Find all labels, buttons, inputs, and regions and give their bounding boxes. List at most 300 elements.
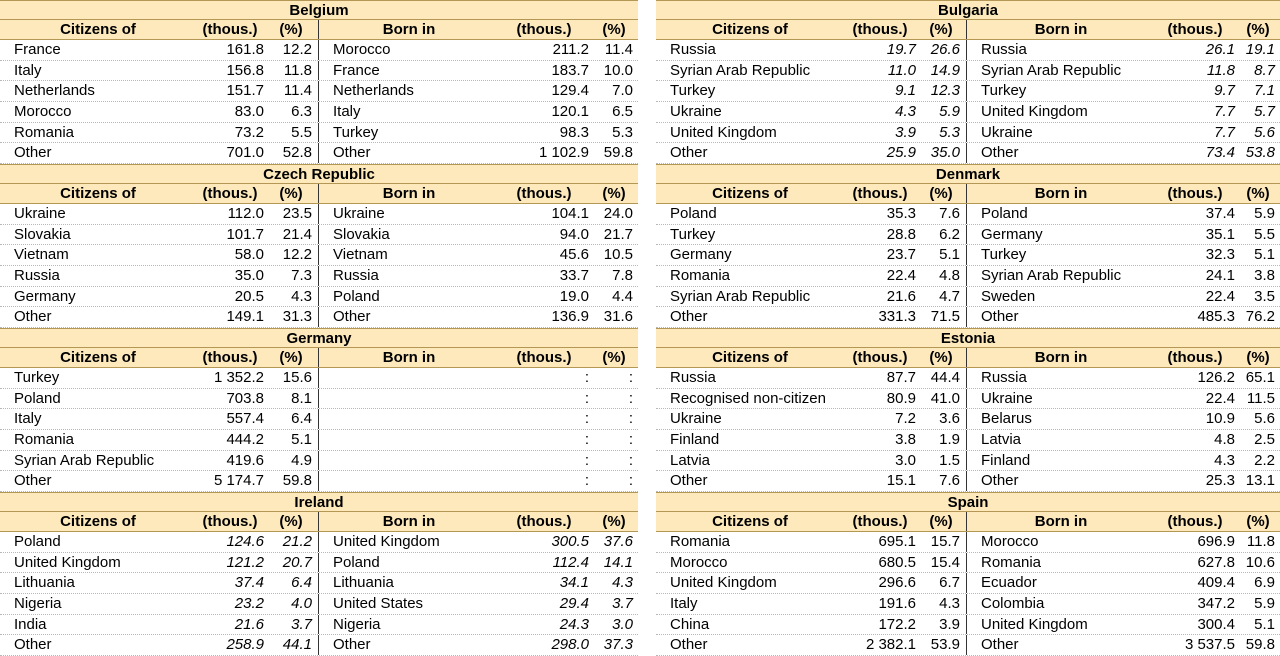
value-thous: 15.1 bbox=[886, 472, 916, 490]
value-thous: 11.8 bbox=[1206, 61, 1235, 79]
value-pct: 7.8 bbox=[612, 266, 633, 284]
header-pct: (%) bbox=[1246, 21, 1270, 38]
value-thous: : bbox=[584, 369, 589, 386]
table-row bbox=[656, 225, 1280, 246]
header-pct: (%) bbox=[1246, 185, 1270, 202]
country-name: Nigeria bbox=[14, 594, 62, 612]
value-pct: 3.8 bbox=[1254, 266, 1275, 284]
country-title: Ireland bbox=[0, 492, 638, 512]
country-name: United Kingdom bbox=[670, 574, 777, 592]
value-thous: 104.1 bbox=[551, 205, 589, 222]
value-pct: 2.2 bbox=[1254, 451, 1275, 469]
value-pct: 5.1 bbox=[939, 246, 960, 264]
country-name: Poland bbox=[670, 205, 717, 222]
value-pct: 41.0 bbox=[930, 389, 960, 407]
table-row bbox=[0, 389, 638, 410]
born-cell-group bbox=[967, 143, 1280, 163]
country-name: Other bbox=[670, 308, 708, 326]
born-cell-group bbox=[319, 40, 639, 60]
born-cell-group bbox=[967, 573, 1280, 593]
value-thous: 331.3 bbox=[878, 308, 916, 326]
header-pct: (%) bbox=[929, 21, 953, 38]
country-name: Romania bbox=[670, 266, 731, 284]
value-thous: 24.3 bbox=[559, 615, 589, 633]
header-thous: (thous.) bbox=[852, 349, 908, 366]
value-pct: 65.1 bbox=[1245, 369, 1275, 386]
header-row bbox=[656, 348, 1280, 368]
country-name: Turkey bbox=[670, 82, 716, 100]
header-row bbox=[0, 20, 638, 40]
value-thous: 33.7 bbox=[559, 266, 589, 284]
table-row bbox=[656, 245, 1280, 266]
table-row bbox=[0, 615, 638, 636]
value-thous: 419.6 bbox=[226, 451, 264, 469]
country-name: Poland bbox=[14, 533, 61, 550]
header-label: Citizens of bbox=[60, 513, 136, 530]
country-name: Finland bbox=[981, 451, 1031, 469]
country-name: Italy bbox=[670, 594, 698, 612]
header-row bbox=[656, 20, 1280, 40]
born-cell-group bbox=[319, 266, 639, 286]
born-cell-group bbox=[319, 287, 639, 307]
citizens-cell-group bbox=[0, 123, 319, 143]
country-block bbox=[0, 492, 638, 656]
citizens-cell-group bbox=[656, 61, 967, 81]
header-label: Born in bbox=[1034, 513, 1088, 530]
country-name: Other bbox=[670, 636, 708, 654]
country-name: Vietnam bbox=[333, 246, 388, 264]
born-cell-group bbox=[319, 451, 639, 471]
header-citizens bbox=[656, 20, 967, 39]
citizens-cell-group bbox=[0, 143, 319, 163]
value-pct: : bbox=[628, 389, 633, 407]
value-pct: 19.1 bbox=[1245, 41, 1275, 58]
value-thous: 126.2 bbox=[1197, 369, 1235, 386]
country-name: Morocco bbox=[333, 41, 391, 58]
header-row bbox=[656, 512, 1280, 532]
header-thous: (thous.) bbox=[1167, 185, 1223, 202]
country-name bbox=[319, 368, 499, 388]
value-pct: 6.4 bbox=[291, 410, 312, 428]
country-name bbox=[319, 430, 499, 450]
citizens-cell-group bbox=[0, 451, 319, 471]
table-row bbox=[656, 81, 1280, 102]
country-name: Poland bbox=[333, 287, 380, 305]
header-row bbox=[0, 184, 638, 204]
country-name: Recognised non-citizen bbox=[670, 389, 826, 407]
country-name: Ecuador bbox=[981, 574, 1037, 592]
citizens-cell-group bbox=[656, 409, 967, 429]
country-name: Syrian Arab Republic bbox=[981, 266, 1122, 284]
country-name: Italy bbox=[14, 61, 42, 79]
citizens-cell-group bbox=[0, 307, 319, 327]
citizens-cell-group bbox=[0, 61, 319, 81]
value-pct: : bbox=[628, 472, 633, 490]
country-name: United Kingdom bbox=[333, 533, 440, 550]
citizens-cell-group bbox=[656, 123, 967, 143]
header-pct: (%) bbox=[1246, 349, 1270, 366]
value-pct: 3.0 bbox=[612, 615, 633, 633]
country-block bbox=[0, 0, 638, 164]
value-thous: 24.1 bbox=[1205, 266, 1235, 284]
country-name: Morocco bbox=[981, 533, 1039, 550]
header-born bbox=[319, 184, 639, 203]
country-name: Other bbox=[333, 308, 371, 326]
value-thous: 22.4 bbox=[1205, 389, 1235, 407]
value-pct: 3.6 bbox=[939, 410, 960, 428]
table-row bbox=[656, 409, 1280, 430]
value-thous: 23.2 bbox=[234, 594, 264, 612]
value-pct: 14.1 bbox=[603, 553, 633, 571]
value-thous: 557.4 bbox=[226, 410, 264, 428]
table-row bbox=[0, 143, 638, 164]
header-pct: (%) bbox=[602, 21, 626, 38]
country-name: Morocco bbox=[670, 553, 728, 571]
table-row bbox=[0, 553, 638, 574]
header-thous: (thous.) bbox=[516, 21, 572, 38]
table-row bbox=[656, 553, 1280, 574]
header-thous: (thous.) bbox=[1167, 513, 1223, 530]
table-row bbox=[0, 102, 638, 123]
value-pct: 5.9 bbox=[1254, 594, 1275, 612]
citizens-cell-group bbox=[0, 81, 319, 101]
born-cell-group bbox=[319, 573, 639, 593]
value-thous: 35.0 bbox=[234, 266, 264, 284]
header-pct: (%) bbox=[929, 513, 953, 530]
value-thous: 2 382.1 bbox=[865, 636, 916, 654]
born-cell-group bbox=[319, 81, 639, 101]
header-label: Born in bbox=[382, 349, 436, 366]
citizens-cell-group bbox=[656, 368, 967, 388]
value-thous: : bbox=[584, 389, 589, 407]
table-row bbox=[656, 430, 1280, 451]
value-thous: 129.4 bbox=[551, 82, 589, 100]
country-name: Other bbox=[14, 308, 52, 326]
country-title: Denmark bbox=[656, 164, 1280, 184]
country-name: Latvia bbox=[981, 430, 1022, 448]
value-thous: 19.0 bbox=[559, 287, 589, 305]
country-name: Lithuania bbox=[333, 574, 394, 592]
value-pct: 21.7 bbox=[603, 225, 633, 243]
country-name: Syrian Arab Republic bbox=[14, 451, 155, 469]
value-pct: : bbox=[628, 430, 633, 448]
value-pct: 5.1 bbox=[1254, 246, 1275, 264]
table-row bbox=[0, 287, 638, 308]
header-thous: (thous.) bbox=[202, 349, 258, 366]
country-title: Estonia bbox=[656, 328, 1280, 348]
country-name: United Kingdom bbox=[981, 615, 1088, 633]
header-pct: (%) bbox=[602, 513, 626, 530]
table-row bbox=[0, 61, 638, 82]
country-name: Russia bbox=[14, 266, 60, 284]
table-row bbox=[656, 266, 1280, 287]
country-name: Ukraine bbox=[981, 389, 1033, 407]
citizens-cell-group bbox=[656, 615, 967, 635]
value-thous: 83.0 bbox=[234, 102, 264, 120]
value-thous: 25.9 bbox=[886, 144, 916, 162]
value-pct: 4.7 bbox=[939, 287, 960, 305]
value-pct: 7.3 bbox=[291, 266, 312, 284]
born-cell-group bbox=[967, 40, 1280, 60]
citizens-cell-group bbox=[0, 204, 319, 224]
country-name: Ukraine bbox=[670, 410, 722, 428]
citizens-cell-group bbox=[656, 143, 967, 163]
born-cell-group bbox=[967, 225, 1280, 245]
citizens-cell-group bbox=[656, 532, 967, 552]
value-thous: 4.8 bbox=[1214, 430, 1235, 448]
table-row bbox=[0, 635, 638, 656]
value-pct: 11.4 bbox=[604, 41, 633, 58]
header-born bbox=[319, 348, 639, 367]
value-thous: 124.6 bbox=[226, 533, 264, 550]
value-thous: 409.4 bbox=[1197, 574, 1235, 592]
header-label: Citizens of bbox=[60, 21, 136, 38]
table-row bbox=[0, 40, 638, 61]
value-pct: 37.3 bbox=[603, 636, 633, 654]
value-thous: 298.0 bbox=[551, 636, 589, 654]
value-pct: 10.6 bbox=[1245, 553, 1275, 571]
header-pct: (%) bbox=[1246, 513, 1270, 530]
born-cell-group bbox=[319, 143, 639, 163]
country-name: Slovakia bbox=[333, 225, 390, 243]
citizens-cell-group bbox=[656, 225, 967, 245]
citizens-cell-group bbox=[0, 409, 319, 429]
country-name: India bbox=[14, 615, 47, 633]
table-row bbox=[656, 573, 1280, 594]
value-thous: : bbox=[584, 410, 589, 428]
country-name: Netherlands bbox=[14, 82, 95, 100]
country-name: Ukraine bbox=[333, 205, 385, 222]
value-pct: 44.4 bbox=[930, 369, 960, 386]
value-thous: 29.4 bbox=[559, 594, 589, 612]
born-cell-group bbox=[319, 61, 639, 81]
born-cell-group bbox=[967, 81, 1280, 101]
value-thous: 9.1 bbox=[895, 82, 916, 100]
value-pct: 4.3 bbox=[612, 574, 633, 592]
value-pct: 5.3 bbox=[939, 123, 960, 141]
value-pct: 13.1 bbox=[1245, 472, 1275, 490]
table-row bbox=[0, 204, 638, 225]
value-thous: 98.3 bbox=[559, 123, 589, 141]
citizens-cell-group bbox=[0, 102, 319, 122]
value-pct: 5.1 bbox=[291, 430, 312, 448]
born-cell-group bbox=[319, 430, 639, 450]
value-pct: 53.8 bbox=[1245, 144, 1275, 162]
citizens-cell-group bbox=[0, 553, 319, 573]
country-name: Russia bbox=[670, 41, 716, 58]
country-title: Czech Republic bbox=[0, 164, 638, 184]
born-cell-group bbox=[967, 204, 1280, 224]
header-thous: (thous.) bbox=[852, 185, 908, 202]
country-name: Other bbox=[14, 636, 52, 654]
value-pct: 4.4 bbox=[612, 287, 633, 305]
header-row bbox=[656, 184, 1280, 204]
value-pct: 2.5 bbox=[1254, 430, 1275, 448]
born-cell-group bbox=[967, 368, 1280, 388]
value-pct: 24.0 bbox=[603, 205, 633, 222]
country-name: Poland bbox=[333, 553, 380, 571]
value-pct: 5.6 bbox=[1254, 123, 1275, 141]
header-citizens bbox=[0, 512, 319, 531]
country-name: Russia bbox=[981, 41, 1027, 58]
value-pct: 6.4 bbox=[291, 574, 312, 592]
value-thous: 4.3 bbox=[895, 102, 916, 120]
value-thous: 21.6 bbox=[886, 287, 916, 305]
born-cell-group bbox=[319, 225, 639, 245]
citizens-cell-group bbox=[656, 287, 967, 307]
value-thous: 3.8 bbox=[895, 430, 916, 448]
header-citizens bbox=[0, 184, 319, 203]
born-cell-group bbox=[319, 368, 639, 388]
header-label: Born in bbox=[1034, 185, 1088, 202]
table-row bbox=[0, 266, 638, 287]
citizens-cell-group bbox=[656, 204, 967, 224]
value-pct: 3.5 bbox=[1254, 287, 1275, 305]
citizens-cell-group bbox=[0, 532, 319, 552]
born-cell-group bbox=[967, 532, 1280, 552]
country-name: Other bbox=[981, 144, 1019, 162]
table-row bbox=[656, 532, 1280, 553]
table-row bbox=[656, 635, 1280, 656]
value-pct: 35.0 bbox=[930, 144, 960, 162]
country-name: Sweden bbox=[981, 287, 1036, 305]
born-cell-group bbox=[319, 123, 639, 143]
value-pct: 8.7 bbox=[1254, 61, 1275, 79]
header-label: Born in bbox=[382, 185, 436, 202]
right-column bbox=[656, 0, 1280, 656]
citizens-cell-group bbox=[656, 245, 967, 265]
country-name: Turkey bbox=[14, 369, 60, 386]
value-pct: 5.1 bbox=[1254, 615, 1275, 633]
value-thous: 300.5 bbox=[551, 533, 589, 550]
header-pct: (%) bbox=[279, 349, 303, 366]
value-thous: : bbox=[584, 451, 589, 469]
born-cell-group bbox=[319, 635, 639, 655]
table-row bbox=[0, 430, 638, 451]
value-thous: 25.3 bbox=[1205, 472, 1235, 490]
born-cell-group bbox=[319, 245, 639, 265]
born-cell-group bbox=[967, 430, 1280, 450]
header-born bbox=[319, 20, 639, 39]
header-thous: (thous.) bbox=[852, 21, 908, 38]
value-thous: 80.9 bbox=[886, 389, 916, 407]
value-thous: 151.7 bbox=[226, 82, 264, 100]
value-pct: 12.3 bbox=[930, 82, 960, 100]
header-thous: (thous.) bbox=[1167, 349, 1223, 366]
country-name: Russia bbox=[333, 266, 379, 284]
country-name: Ukraine bbox=[670, 102, 722, 120]
citizens-cell-group bbox=[656, 102, 967, 122]
header-citizens bbox=[0, 348, 319, 367]
value-pct: 26.6 bbox=[930, 41, 960, 58]
table-row bbox=[0, 81, 638, 102]
born-cell-group bbox=[967, 594, 1280, 614]
value-thous: 112.4 bbox=[552, 553, 589, 571]
value-thous: 11.0 bbox=[887, 61, 916, 79]
value-thous: 73.4 bbox=[1205, 144, 1235, 162]
citizens-cell-group bbox=[0, 573, 319, 593]
value-thous: 485.3 bbox=[1197, 308, 1235, 326]
value-pct: 23.5 bbox=[282, 205, 312, 222]
value-pct: 31.6 bbox=[603, 308, 633, 326]
value-pct: 5.6 bbox=[1254, 410, 1275, 428]
citizens-cell-group bbox=[656, 594, 967, 614]
value-pct: 3.9 bbox=[939, 615, 960, 633]
country-name bbox=[319, 409, 499, 429]
header-born bbox=[967, 512, 1280, 531]
country-name: Romania bbox=[14, 430, 75, 448]
born-cell-group bbox=[967, 61, 1280, 81]
citizens-cell-group bbox=[656, 81, 967, 101]
country-name: United States bbox=[333, 594, 424, 612]
value-thous: 7.7 bbox=[1214, 102, 1235, 120]
citizens-cell-group bbox=[0, 225, 319, 245]
value-pct: 15.6 bbox=[282, 369, 312, 386]
table-row bbox=[0, 573, 638, 594]
country-name: Romania bbox=[981, 553, 1042, 571]
country-name: France bbox=[14, 41, 61, 58]
value-thous: 161.8 bbox=[226, 41, 264, 58]
country-name: Ukraine bbox=[14, 205, 66, 222]
country-title: Bulgaria bbox=[656, 0, 1280, 20]
value-thous: 347.2 bbox=[1197, 594, 1235, 612]
born-cell-group bbox=[967, 471, 1280, 491]
header-pct: (%) bbox=[929, 185, 953, 202]
table-row bbox=[0, 409, 638, 430]
value-pct: : bbox=[628, 410, 633, 428]
header-thous: (thous.) bbox=[516, 349, 572, 366]
country-name: Other bbox=[333, 636, 371, 654]
value-thous: 101.7 bbox=[226, 225, 264, 243]
citizens-cell-group bbox=[0, 635, 319, 655]
value-pct: 52.8 bbox=[282, 144, 312, 162]
value-pct: 5.5 bbox=[1254, 225, 1275, 243]
value-pct: : bbox=[628, 451, 633, 469]
value-pct: 4.8 bbox=[939, 266, 960, 284]
born-cell-group bbox=[967, 635, 1280, 655]
header-born bbox=[967, 348, 1280, 367]
value-pct: 11.5 bbox=[1246, 389, 1275, 407]
value-thous: 58.0 bbox=[234, 246, 264, 264]
born-cell-group bbox=[319, 471, 639, 491]
table-row bbox=[656, 389, 1280, 410]
value-thous: 258.9 bbox=[226, 636, 264, 654]
value-pct: 7.0 bbox=[612, 82, 633, 100]
header-label: Citizens of bbox=[712, 513, 788, 530]
country-name: Russia bbox=[670, 369, 716, 386]
country-name: Other bbox=[333, 144, 371, 162]
value-pct: 1.5 bbox=[939, 451, 960, 469]
country-title: Spain bbox=[656, 492, 1280, 512]
table-row bbox=[0, 368, 638, 389]
country-name: Other bbox=[981, 472, 1019, 490]
value-thous: 10.9 bbox=[1205, 410, 1235, 428]
country-name: Russia bbox=[981, 369, 1027, 386]
header-pct: (%) bbox=[602, 185, 626, 202]
citizens-cell-group bbox=[656, 471, 967, 491]
table-row bbox=[656, 615, 1280, 636]
citizens-cell-group bbox=[0, 430, 319, 450]
country-name: Latvia bbox=[670, 451, 711, 469]
citizens-cell-group bbox=[656, 451, 967, 471]
value-pct: 5.9 bbox=[1254, 205, 1275, 222]
country-title: Germany bbox=[0, 328, 638, 348]
value-thous: 136.9 bbox=[551, 308, 589, 326]
value-pct: 59.8 bbox=[1245, 636, 1275, 654]
citizens-cell-group bbox=[656, 389, 967, 409]
header-citizens bbox=[656, 348, 967, 367]
value-thous: 22.4 bbox=[886, 266, 916, 284]
